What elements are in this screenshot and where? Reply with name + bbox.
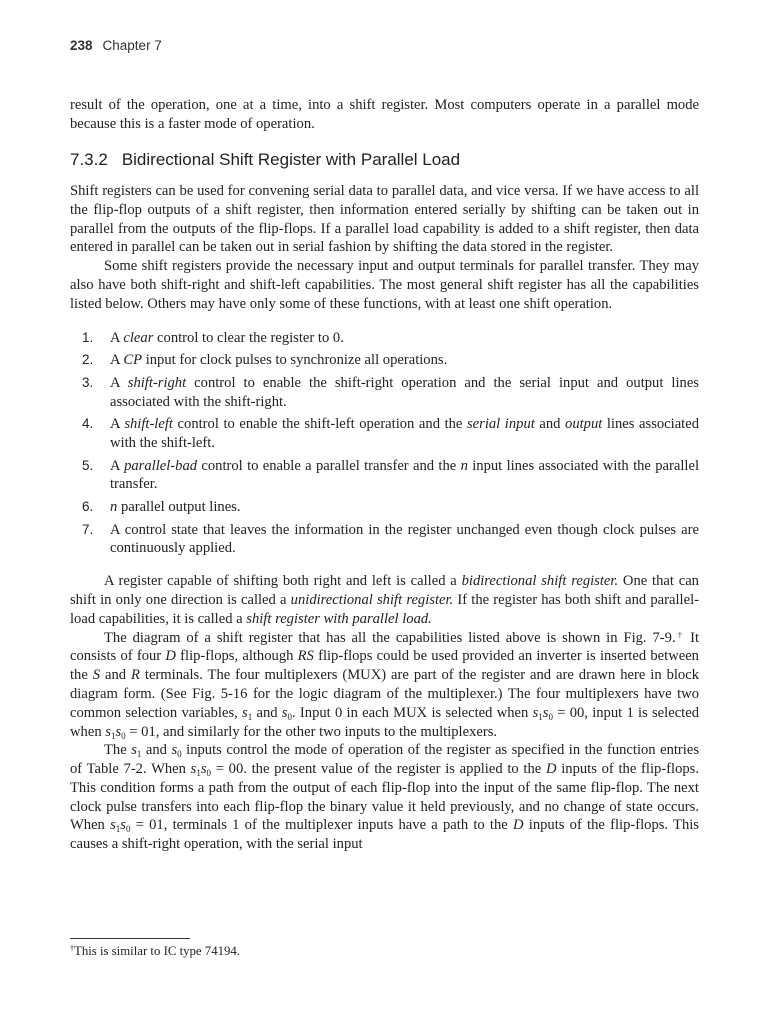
running-head [70, 38, 162, 53]
section-body [70, 182, 699, 854]
footnote-rule [70, 938, 190, 939]
page-number: 238 [70, 38, 93, 53]
list-item: 6. n parallel output lines. [82, 498, 241, 515]
section-number: 7.3.2 [70, 150, 108, 169]
footnote: †This is similar to IC type 74194. [70, 944, 240, 958]
paragraph-2: Some shift registers provide the necessary input and output terminals for parallel transfer. They may also have both shift-right and shift-left capabilities. The most general shift register has all the capabilities listed below. Others may have only some of these functions, with at least one shift operation. [70, 258, 699, 312]
list-item: 7. A control state that leaves the information in the register unchanged even though clock pulses are continuously applied. [82, 521, 699, 557]
list-item: 5. A parallel-bad control to enable a parallel transfer and the n input lines associated with the parallel transfer. [82, 457, 699, 493]
intro-paragraph: result of the operation, one at a time, into a shift register. Most computers operate in a parallel mode because this is a faster mode of operation. [70, 97, 699, 132]
list-item: 4. A shift-left control to enable the shift-left operation and the serial input and output lines associated with the shift-left. [82, 416, 700, 451]
list-item: 1. A clear control to clear the register to 0. [82, 329, 344, 346]
paragraph-4: The diagram of a shift register that has all the capabilities listed above is shown in Fig. 7-9.† It consists of four D flip-flops, although RS flip-flops could be used provided an inverter is inserted between the S and R terminals. The four multiplexers (MUX) are part of the register and are drawn here in block diagram form. (See Fig. 5-16 for the logic diagram of the multiplexer.) The four multiplexers have two common selection variables, $s_1$ and $s_0$. Input 0 in each MUX is selected when $s_1s_0 = 00$, input 1 is selected when $s_1s_0 = 01$, and similarly for the other two inputs to the multiplexers. [70, 629, 700, 741]
section-heading [70, 150, 460, 170]
paragraph-1: Shift registers can be used for convening serial data to parallel data, and vice versa. If we have access to all the flip-flop outputs of a shift register, then information entered serially by shifting can be taken out in parallel from the outputs of the flip-flops. If a parallel load capability is added to a shift register, then data entered in parallel can be taken out in serial fashion by shifting the data stored in the register. [70, 183, 699, 256]
paragraph-3: A register capable of shifting both right and left is called a bidirectional shift register. One that can shift in only one direction is called a unidirectional shift register. If the register has both shift and parallel-load capabilities, it is called a shift register with parallel load. [70, 573, 699, 627]
capabilities-list [70, 329, 699, 559]
list-item: 3. A shift-right control to enable the shift-right operation and the serial input and output lines associated with the shift-right. [82, 374, 699, 410]
paragraph-5: The $s_1$ and $s_0$ inputs control the mode of operation of the register as specified in the function entries of Table 7-2. When $s_1s_0 = 00$. the present value of the register is applied to the D inputs of the flip-flops. This condition forms a path from the output of each flip-flop into the input of the same flip-flop. The next clock pulse transfers into each flip-flop the binary value it held previously, and no change of state occurs. When $s_1s_0 = 01$, terminals 1 of the multiplexer inputs have a path to the D inputs of the flip-flops. This causes a shift-right operation, with the serial input [70, 742, 699, 853]
section-title: Bidirectional Shift Register with Parallel Load [121, 150, 461, 169]
list-item: 2. A CP input for clock pulses to synchronize all operations. [82, 352, 448, 369]
chapter-label: Chapter 7 [102, 38, 162, 53]
